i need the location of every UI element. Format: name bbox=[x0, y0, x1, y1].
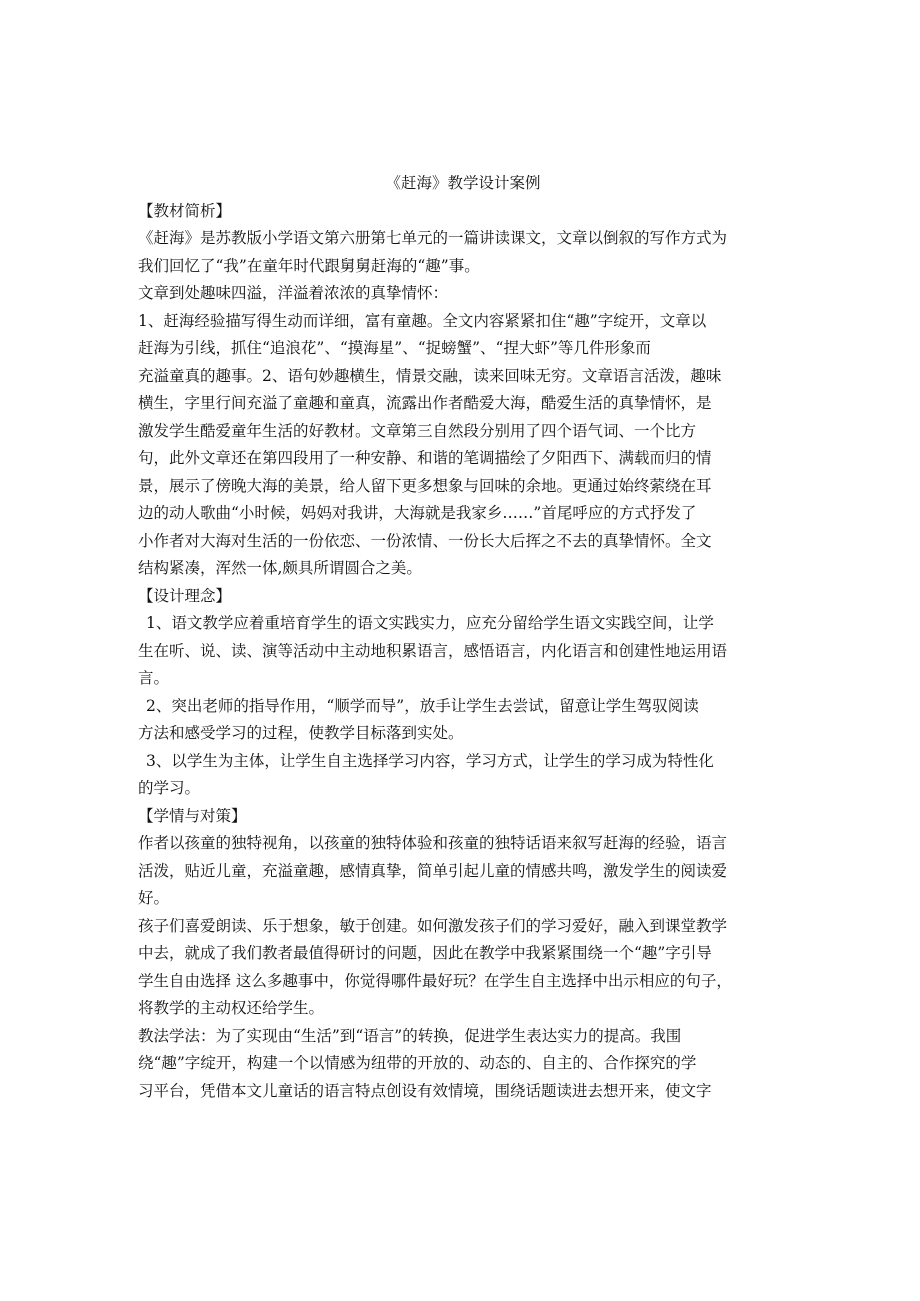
paragraph-line: 3、以学生为主体，让学生自主选择学习内容，学习方式，让学生的学习成为特性化 bbox=[146, 751, 714, 770]
paragraph-line: 的学习。 bbox=[138, 779, 201, 797]
paragraph-line: 横生，字里行间充溢了童趣和童真，流露出作者酷爱大海，酷爱生活的真挚情怀，是 bbox=[138, 394, 712, 412]
document-page bbox=[138, 170, 788, 1105]
paragraph-line: 我们回忆了“我”在童年时代跟舅舅赶海的“趣”事。 bbox=[138, 256, 480, 275]
paragraph-line: 绕“趣”字绽开，构建一个以情感为纽带的开放的、动态的、自主的、合作探究的学 bbox=[138, 1054, 697, 1072]
paragraph-line: 充溢童真的趣事。2、语句妙趣横生，情景交融，读来回味无穷。文章语言活泼，趣味 bbox=[138, 366, 722, 385]
paragraph-line: 将教学的主动权还给学生。 bbox=[138, 999, 325, 1017]
paragraph-line: 句，此外文章还在第四段用了一种安静、和谐的笔调描绘了夕阳西下、满载而归的情 bbox=[138, 449, 712, 467]
section-heading: 【教材简析】 bbox=[138, 201, 232, 220]
paragraph-line: 激发学生酷爱童年生活的好教材。文章第三自然段分别用了四个语气词、一个比方 bbox=[138, 421, 697, 440]
paragraph-line: 习平台，凭借本文儿童话的语言特点创设有效情境，围绕话题读进去想开来，使文字 bbox=[138, 1081, 712, 1100]
paragraph-line: 1、赶海经验描写得生动而详细，富有童趣。全文内容紧紧扣住“趣”字绽开，文章以 bbox=[138, 311, 707, 330]
paragraph-line: 作者以孩童的独特视角，以孩童的独特体验和孩童的独特话语来叙写赶海的经验，语言 bbox=[138, 834, 728, 852]
paragraph-line: 方法和感受学习的过程，使教学目标落到实处。 bbox=[138, 724, 464, 742]
page-title: 《赶海》教学设计案例 bbox=[385, 174, 541, 192]
paragraph-line: 生在听、说、读、演等活动中主动地积累语言，感悟语言，内化语言和创建性地运用语 bbox=[138, 641, 728, 660]
paragraph-line: 小作者对大海对生活的一份依恋、一份浓情、一份长大后挥之不去的真挚情怀。全文 bbox=[138, 531, 712, 550]
paragraph-line: 中去，就成了我们教者最值得研讨的问题，因此在教学中我紧紧围绕一个“趣”字引导 bbox=[138, 944, 712, 962]
section-heading: 【学情与对策】 bbox=[138, 806, 247, 825]
paragraph-line: 学生自由选择 这么多趣事中，你觉得哪件最好玩？在学生自主选择中出示相应的句子， bbox=[138, 971, 732, 990]
paragraph-line: 赶海为引线，抓住“追浪花”、“摸海星”、“捉螃蟹”、“捏大虾”等几件形象而 bbox=[138, 339, 651, 357]
paragraph-line: 景，展示了傍晚大海的美景，给人留下更多想象与回味的余地。更通过始终萦绕在耳 bbox=[138, 476, 712, 495]
section-heading: 【设计理念】 bbox=[138, 586, 232, 605]
paragraph-line: 2、突出老师的指导作用，“顺学而导”，放手让学生去尝试，留意让学生驾驭阅读 bbox=[146, 696, 699, 715]
paragraph-line: 边的动人歌曲“小时候，妈妈对我讲，大海就是我家乡……”首尾呼应的方式抒发了 bbox=[138, 504, 697, 522]
paragraph-line: 言。 bbox=[138, 669, 170, 687]
paragraph-line: 孩子们喜爱朗读、乐于想象，敏于创建。如何激发孩子们的学习爱好，融入到课堂教学 bbox=[138, 916, 728, 935]
paragraph-line: 结构紧凑，浑然一体,颇具所谓圆合之美。 bbox=[138, 559, 422, 577]
paragraph-line: 文章到处趣味四溢，洋溢着浓浓的真挚情怀： bbox=[138, 284, 449, 302]
paragraph-line: 《赶海》是苏教版小学语文第六册第七单元的一篇讲读课文，文章以倒叙的写作方式为 bbox=[138, 229, 728, 247]
paragraph-line: 活泼，贴近儿童，充溢童趣，感情真挚，简单引起儿童的情感共鸣，激发学生的阅读爱 bbox=[138, 861, 728, 880]
paragraph-line: 好。 bbox=[138, 889, 170, 907]
paragraph-line: 教法学法：为了实现由“生活”到“语言”的转换，促进学生表达实力的提高。我围 bbox=[138, 1026, 682, 1045]
paragraph-line: 1、语文教学应着重培育学生的语文实践实力，应充分留给学生语文实践空间，让学 bbox=[146, 614, 714, 632]
